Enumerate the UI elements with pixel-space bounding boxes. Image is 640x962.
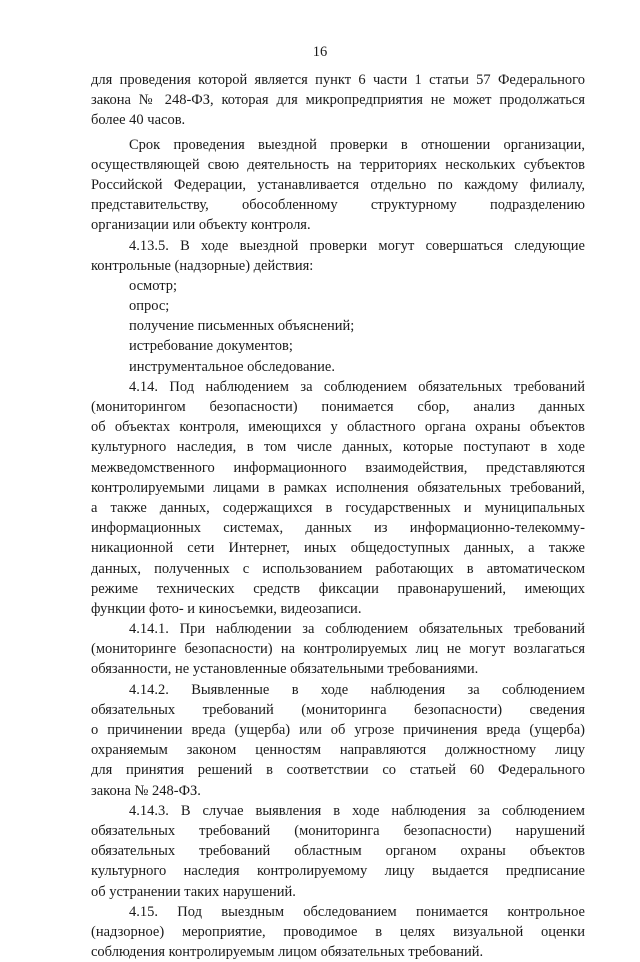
text-line: (надзорное) мероприятие, проводимое в целях визуальной оценки <box>91 923 585 940</box>
text-line: обязанности, не установленные обязательными требованиями. <box>91 661 479 678</box>
text-line: (мониторингом безопасности) понимается сбор, анализ данных <box>91 399 585 415</box>
text-line: обязательных требований областным органом охраны объектов <box>91 843 585 860</box>
text-line: соблюдения контролируемым лицом обязательных требований. <box>91 944 484 961</box>
text-line: более 40 часов. <box>91 112 186 129</box>
text-line: культурного наследия, в том числе данных, которые поступают в ходе <box>91 439 585 456</box>
text-line: контрольные (надзорные) действия: <box>91 257 314 274</box>
text-line: организации или объекту контроля. <box>91 217 311 234</box>
text-line: для принятия решений в соответствии со статьей 60 Федерального <box>91 762 585 779</box>
text-line: режиме технических средств фиксации правонарушений, имеющих <box>91 580 585 597</box>
text-line: инструментальное обследование. <box>129 358 335 375</box>
text-line: 4.14.1. При наблюдении за соблюдением обязательных требований <box>129 621 585 638</box>
text-line: охраняемым законом ценностям направляются должностному лицу <box>91 742 585 759</box>
text-line: о причинении вреда (ущерба) или об угрозе причинения вреда (ущерба) <box>91 722 585 738</box>
text-line: функции фото- и киносъемки, видеозаписи. <box>91 600 362 617</box>
text-line: об объектах контроля, имеющихся у областного органа охраны объектов <box>91 419 585 436</box>
text-line: обязательных требований (мониторинга безопасности) нарушений <box>91 822 585 839</box>
text-line: контролируемыми лицами в рамках исполнения обязательных требований, <box>91 479 585 496</box>
text-line: (мониторинге безопасности) на контролируемых лиц не могут возлагаться <box>91 641 585 658</box>
text-line: никационной сети Интернет, иных общедоступных данных, а также <box>91 540 585 557</box>
text-line: межведомственного информационного взаимодействия, представляются <box>91 459 585 476</box>
text-line: осмотр; <box>129 277 178 294</box>
text-line: 4.14.3. В случае выявления в ходе наблюдения за соблюдением <box>129 802 585 819</box>
text-line: получение письменных объяснений; <box>129 318 355 335</box>
text-line: закона № 248-ФЗ. <box>91 782 201 799</box>
text-line: обязательных требований (мониторинга безопасности) сведения <box>91 701 585 718</box>
text-line: информационных системах, данных из информационно-телекомму- <box>91 520 585 537</box>
text-line: 4.13.5. В ходе выездной проверки могут совершаться следующие <box>129 237 585 254</box>
text-line: 4.14.2. Выявленные в ходе наблюдения за соблюдением <box>129 681 585 698</box>
text-line: Российской Федерации, устанавливается отдельно по каждому филиалу, <box>91 176 585 193</box>
text-line: 4.14. Под наблюдением за соблюдением обязательных требований <box>129 378 585 395</box>
text-line: 4.15. Под выездным обследованием понимается контрольное <box>129 903 585 920</box>
text-line: представительству, обособленному структурному подразделению <box>91 197 585 214</box>
text-line: осуществляющей свою деятельность на территориях нескольких субъектов <box>91 156 585 173</box>
text-line: данных, полученных с использованием работающих в автоматическом <box>91 560 585 577</box>
text-line: для проведения которой является пункт 6 части 1 статьи 57 Федерального <box>91 72 585 88</box>
text-line: об устранении таких нарушений. <box>91 883 296 900</box>
document-body <box>91 70 585 962</box>
text-line: а также данных, содержащихся в государственных и муниципальных <box>91 499 585 516</box>
text-line: закона № 248-ФЗ, которая для микропредприятия не может продолжаться <box>91 92 585 109</box>
page-number: 16 <box>312 44 328 60</box>
text-line: Срок проведения выездной проверки в отношении организации, <box>129 136 585 153</box>
text-line: культурного наследия контролируемому лицу выдается предписание <box>91 863 585 880</box>
text-line: опрос; <box>129 298 170 315</box>
text-line: истребование документов; <box>129 338 293 355</box>
